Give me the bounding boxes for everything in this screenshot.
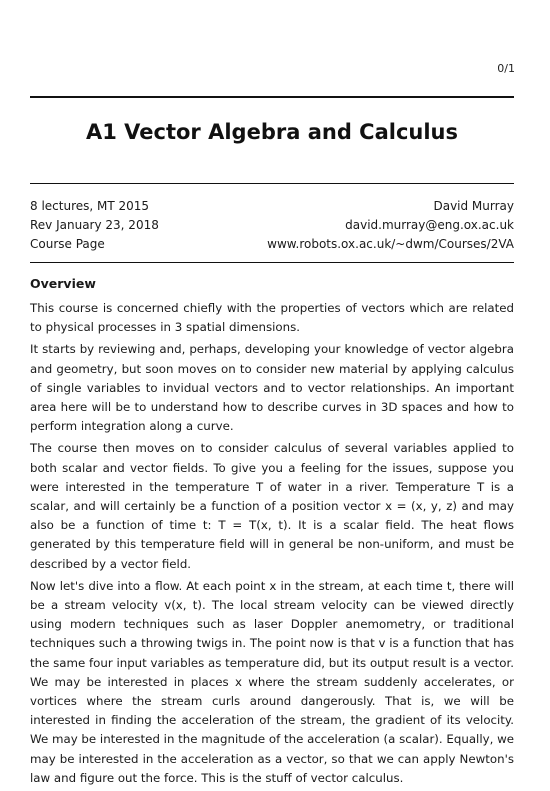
paragraph-1: This course is concerned chiefly with the properties of vectors which are related to physical processes in 3 spatial dimensions. bbox=[30, 301, 514, 335]
course-meta bbox=[30, 197, 514, 254]
course-url: www.robots.ox.ac.uk/~dwm/Courses/2VA bbox=[267, 237, 514, 251]
email-text: david.murray@eng.ox.ac.uk bbox=[345, 218, 514, 232]
top-rule bbox=[30, 96, 514, 98]
paragraph-4: Now let's dive into a flow. At each point x in the stream, at each time t, there will be a stream velocity v(x, t). The local stream velocity can be viewed directly using modern techniques such as laser Doppler anemometry, or traditional techniques such a throwing twigs in. The point now is that v is a function that has the same four input variables as temperature did, but its output result is a vector. We may be interested in places x where the stream suddenly accelerates, or vortices where the stream curls around dangerously. That is, we will be interested in finding the acceleration of the stream, the gradient of its velocity. We may be interested in the magnitude of the acceleration (a scalar). Equally, we may be interested in the acceleration as a vector, so that we can apply Newton's law and figure out the force. This is the stuff of vector calculus. bbox=[30, 578, 515, 785]
course-page-label: Course Page bbox=[30, 237, 105, 251]
overview-body bbox=[30, 299, 514, 791]
meta-row-revision bbox=[30, 216, 514, 235]
paragraph-2: It starts by reviewing and, perhaps, developing your knowledge of vector algebra and geometry, but soon moves on to consider new material by applying calculus of single variables to invidual vectors and to vector relationships. An important area here will be to understand how to describe curves in 3D spaces and how to perform integration along a curve. bbox=[30, 342, 514, 434]
author-text: David Murray bbox=[433, 199, 514, 213]
meta-rule bbox=[30, 262, 514, 263]
paragraph-3: The course then moves on to consider calculus of several variables applied to both scalar and vector fields. To give you a feeling for the issues, suppose you were interested in the temperature T of water in a river. Temperature T is a scalar, and will certainly be a function of a position vector x = (x, y, z) and may also be a function of time t: T = T(x, t). It is a scalar field. The heat flows generated by this temperature field will in general be non-uniform, and must be described by a vector field. bbox=[30, 441, 514, 571]
page-number: 0/1 bbox=[497, 62, 515, 75]
meta-row-lectures bbox=[30, 197, 514, 216]
title-rule bbox=[30, 183, 514, 184]
document-title: A1 Vector Algebra and Calculus bbox=[86, 120, 458, 144]
meta-row-course-page bbox=[30, 235, 514, 254]
overview-heading: Overview bbox=[30, 276, 96, 291]
revision-text: Rev January 23, 2018 bbox=[30, 218, 159, 232]
lectures-text: 8 lectures, MT 2015 bbox=[30, 199, 150, 213]
